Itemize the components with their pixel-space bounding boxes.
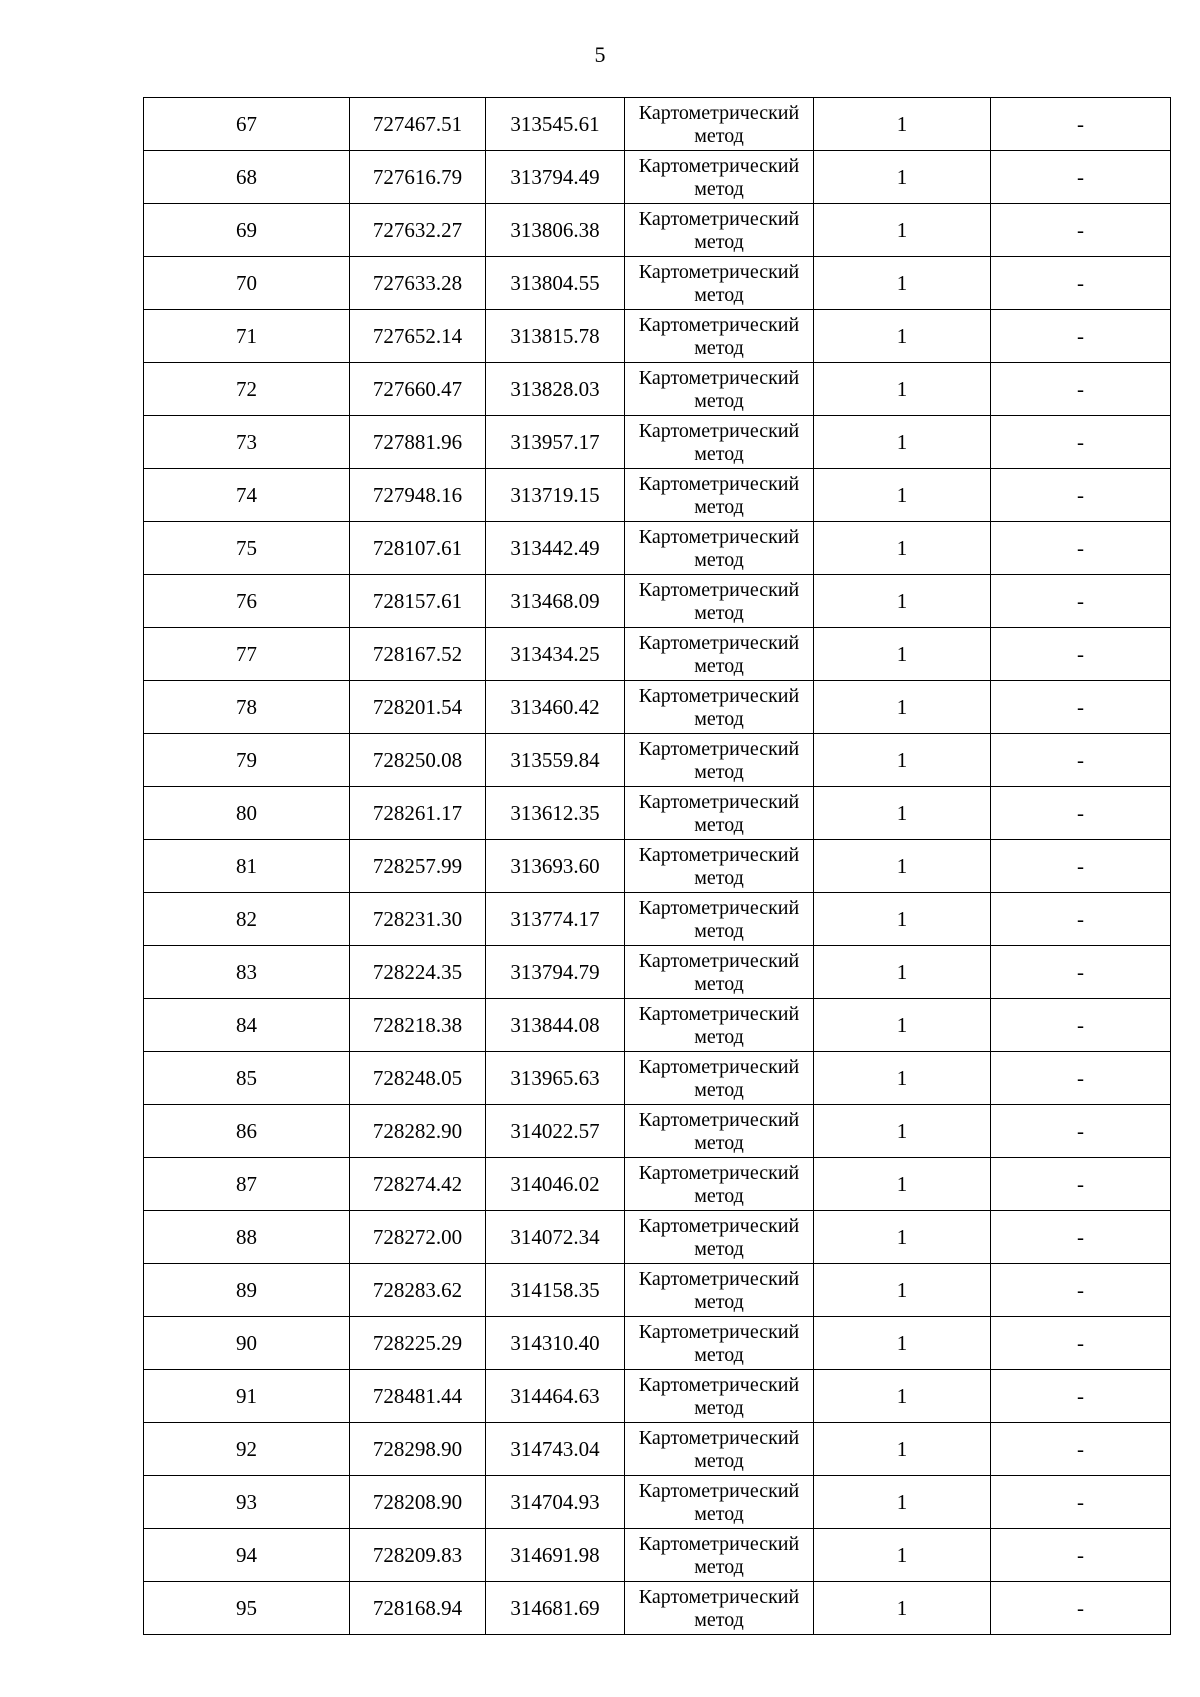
method-line-2: метод (694, 1450, 744, 1472)
method-line-1: Картометрический (638, 1321, 800, 1343)
point-number-cell: 75 (144, 522, 350, 575)
y-coordinate-cell: 313828.03 (486, 363, 625, 416)
method-line-1: Картометрический (638, 155, 800, 177)
method-line-2: метод (694, 761, 744, 783)
method-line-1: Картометрический (638, 1162, 800, 1184)
y-coordinate-cell: 314046.02 (486, 1158, 625, 1211)
method-cell (625, 734, 814, 787)
accuracy-cell: 1 (814, 575, 991, 628)
x-coordinate-cell: 728107.61 (350, 522, 486, 575)
x-coordinate-cell: 728168.94 (350, 1582, 486, 1635)
point-number-cell: 72 (144, 363, 350, 416)
x-coordinate-cell: 728274.42 (350, 1158, 486, 1211)
y-coordinate-cell: 313794.79 (486, 946, 625, 999)
y-coordinate-cell: 313460.42 (486, 681, 625, 734)
x-coordinate-cell: 728257.99 (350, 840, 486, 893)
x-coordinate-cell: 727948.16 (350, 469, 486, 522)
method-cell (625, 257, 814, 310)
table-row (144, 1158, 1171, 1211)
method-line-1: Картометрический (638, 1480, 800, 1502)
description-cell: - (991, 1529, 1171, 1582)
method-cell (625, 363, 814, 416)
table-row (144, 1211, 1171, 1264)
point-number-cell: 76 (144, 575, 350, 628)
method-line-2: метод (694, 1291, 744, 1313)
method-line-2: метод (694, 496, 744, 518)
accuracy-cell: 1 (814, 1105, 991, 1158)
description-cell: - (991, 946, 1171, 999)
point-number-cell: 84 (144, 999, 350, 1052)
table-row (144, 1052, 1171, 1105)
accuracy-cell: 1 (814, 204, 991, 257)
method-cell (625, 1317, 814, 1370)
method-line-2: метод (694, 1503, 744, 1525)
table-row (144, 999, 1171, 1052)
y-coordinate-cell: 313434.25 (486, 628, 625, 681)
method-line-2: метод (694, 1132, 744, 1154)
method-line-2: метод (694, 1609, 744, 1631)
description-cell: - (991, 257, 1171, 310)
x-coordinate-cell: 727632.27 (350, 204, 486, 257)
method-line-2: метод (694, 1556, 744, 1578)
x-coordinate-cell: 728283.62 (350, 1264, 486, 1317)
point-number-cell: 95 (144, 1582, 350, 1635)
method-cell (625, 628, 814, 681)
method-line-1: Картометрический (638, 791, 800, 813)
table-row (144, 575, 1171, 628)
table-row (144, 1105, 1171, 1158)
table-row (144, 1529, 1171, 1582)
method-line-2: метод (694, 178, 744, 200)
y-coordinate-cell: 314158.35 (486, 1264, 625, 1317)
point-number-cell: 78 (144, 681, 350, 734)
method-line-2: метод (694, 973, 744, 995)
description-cell: - (991, 1582, 1171, 1635)
description-cell: - (991, 522, 1171, 575)
accuracy-cell: 1 (814, 1582, 991, 1635)
method-line-2: метод (694, 284, 744, 306)
description-cell: - (991, 1211, 1171, 1264)
method-cell (625, 1476, 814, 1529)
point-number-cell: 80 (144, 787, 350, 840)
method-line-2: метод (694, 337, 744, 359)
table-row (144, 681, 1171, 734)
accuracy-cell: 1 (814, 1423, 991, 1476)
method-line-2: метод (694, 1026, 744, 1048)
method-line-1: Картометрический (638, 208, 800, 230)
accuracy-cell: 1 (814, 1264, 991, 1317)
table-row (144, 628, 1171, 681)
x-coordinate-cell: 728250.08 (350, 734, 486, 787)
y-coordinate-cell: 313693.60 (486, 840, 625, 893)
x-coordinate-cell: 728298.90 (350, 1423, 486, 1476)
point-number-cell: 77 (144, 628, 350, 681)
description-cell: - (991, 734, 1171, 787)
x-coordinate-cell: 728225.29 (350, 1317, 486, 1370)
x-coordinate-cell: 728208.90 (350, 1476, 486, 1529)
method-line-1: Картометрический (638, 367, 800, 389)
point-number-cell: 79 (144, 734, 350, 787)
accuracy-cell: 1 (814, 946, 991, 999)
method-line-2: метод (694, 655, 744, 677)
table-row (144, 1582, 1171, 1635)
method-cell (625, 1105, 814, 1158)
y-coordinate-cell: 313806.38 (486, 204, 625, 257)
method-cell (625, 1370, 814, 1423)
method-line-1: Картометрический (638, 1374, 800, 1396)
accuracy-cell: 1 (814, 628, 991, 681)
method-cell (625, 1529, 814, 1582)
x-coordinate-cell: 728218.38 (350, 999, 486, 1052)
table-row (144, 522, 1171, 575)
page-number: 5 (594, 42, 606, 67)
point-number-cell: 82 (144, 893, 350, 946)
method-line-2: метод (694, 708, 744, 730)
table-row (144, 1317, 1171, 1370)
y-coordinate-cell: 314704.93 (486, 1476, 625, 1529)
accuracy-cell: 1 (814, 681, 991, 734)
method-cell (625, 1052, 814, 1105)
accuracy-cell: 1 (814, 310, 991, 363)
description-cell: - (991, 363, 1171, 416)
y-coordinate-cell: 313844.08 (486, 999, 625, 1052)
x-coordinate-cell: 728167.52 (350, 628, 486, 681)
y-coordinate-cell: 313468.09 (486, 575, 625, 628)
point-number-cell: 69 (144, 204, 350, 257)
coordinates-table (143, 97, 1171, 1635)
y-coordinate-cell: 313965.63 (486, 1052, 625, 1105)
method-line-2: метод (694, 602, 744, 624)
description-cell: - (991, 204, 1171, 257)
method-line-1: Картометрический (638, 897, 800, 919)
method-cell (625, 681, 814, 734)
method-line-2: метод (694, 920, 744, 942)
y-coordinate-cell: 313559.84 (486, 734, 625, 787)
table-row (144, 363, 1171, 416)
description-cell: - (991, 1423, 1171, 1476)
accuracy-cell: 1 (814, 1370, 991, 1423)
description-cell: - (991, 575, 1171, 628)
method-line-2: метод (694, 1079, 744, 1101)
coordinates-table-body (144, 98, 1171, 1635)
method-line-1: Картометрический (638, 473, 800, 495)
table-row (144, 946, 1171, 999)
accuracy-cell: 1 (814, 1476, 991, 1529)
description-cell: - (991, 310, 1171, 363)
y-coordinate-cell: 313719.15 (486, 469, 625, 522)
accuracy-cell: 1 (814, 469, 991, 522)
method-line-2: метод (694, 549, 744, 571)
x-coordinate-cell: 728231.30 (350, 893, 486, 946)
method-cell (625, 1211, 814, 1264)
description-cell: - (991, 151, 1171, 204)
accuracy-cell: 1 (814, 1211, 991, 1264)
description-cell: - (991, 628, 1171, 681)
point-number-cell: 67 (144, 98, 350, 151)
y-coordinate-cell: 314310.40 (486, 1317, 625, 1370)
method-line-2: метод (694, 1238, 744, 1260)
method-line-1: Картометрический (638, 1003, 800, 1025)
point-number-cell: 68 (144, 151, 350, 204)
method-line-1: Картометрический (638, 526, 800, 548)
point-number-cell: 74 (144, 469, 350, 522)
y-coordinate-cell: 313612.35 (486, 787, 625, 840)
method-cell (625, 204, 814, 257)
method-cell (625, 893, 814, 946)
method-cell (625, 522, 814, 575)
accuracy-cell: 1 (814, 522, 991, 575)
x-coordinate-cell: 728157.61 (350, 575, 486, 628)
x-coordinate-cell: 727467.51 (350, 98, 486, 151)
method-cell (625, 1423, 814, 1476)
description-cell: - (991, 1052, 1171, 1105)
method-line-2: метод (694, 1397, 744, 1419)
x-coordinate-cell: 727652.14 (350, 310, 486, 363)
table-row (144, 840, 1171, 893)
table-row (144, 416, 1171, 469)
method-line-1: Картометрический (638, 1109, 800, 1131)
y-coordinate-cell: 313774.17 (486, 893, 625, 946)
y-coordinate-cell: 314691.98 (486, 1529, 625, 1582)
point-number-cell: 70 (144, 257, 350, 310)
point-number-cell: 88 (144, 1211, 350, 1264)
table-row (144, 151, 1171, 204)
y-coordinate-cell: 314464.63 (486, 1370, 625, 1423)
table-row (144, 98, 1171, 151)
method-line-2: метод (694, 443, 744, 465)
x-coordinate-cell: 728481.44 (350, 1370, 486, 1423)
accuracy-cell: 1 (814, 416, 991, 469)
accuracy-cell: 1 (814, 787, 991, 840)
method-line-1: Картометрический (638, 738, 800, 760)
method-line-2: метод (694, 1344, 744, 1366)
description-cell: - (991, 1264, 1171, 1317)
method-cell (625, 151, 814, 204)
method-line-1: Картометрический (638, 1056, 800, 1078)
description-cell: - (991, 98, 1171, 151)
method-line-1: Картометрический (638, 1215, 800, 1237)
point-number-cell: 73 (144, 416, 350, 469)
table-row (144, 734, 1171, 787)
table-row (144, 1264, 1171, 1317)
method-line-2: метод (694, 814, 744, 836)
x-coordinate-cell: 727660.47 (350, 363, 486, 416)
point-number-cell: 91 (144, 1370, 350, 1423)
description-cell: - (991, 999, 1171, 1052)
x-coordinate-cell: 728209.83 (350, 1529, 486, 1582)
method-line-2: метод (694, 1185, 744, 1207)
method-cell (625, 1582, 814, 1635)
method-line-1: Картометрический (638, 314, 800, 336)
method-cell (625, 787, 814, 840)
table-row (144, 469, 1171, 522)
accuracy-cell: 1 (814, 98, 991, 151)
table-row (144, 1423, 1171, 1476)
x-coordinate-cell: 728261.17 (350, 787, 486, 840)
point-number-cell: 83 (144, 946, 350, 999)
method-line-1: Картометрический (638, 1427, 800, 1449)
method-line-1: Картометрический (638, 632, 800, 654)
method-cell (625, 575, 814, 628)
point-number-cell: 93 (144, 1476, 350, 1529)
accuracy-cell: 1 (814, 893, 991, 946)
x-coordinate-cell: 728248.05 (350, 1052, 486, 1105)
method-cell (625, 1158, 814, 1211)
y-coordinate-cell: 314681.69 (486, 1582, 625, 1635)
description-cell: - (991, 787, 1171, 840)
x-coordinate-cell: 727633.28 (350, 257, 486, 310)
y-coordinate-cell: 313442.49 (486, 522, 625, 575)
accuracy-cell: 1 (814, 151, 991, 204)
table-row (144, 1476, 1171, 1529)
method-line-1: Картометрический (638, 1268, 800, 1290)
method-cell (625, 1264, 814, 1317)
description-cell: - (991, 1476, 1171, 1529)
table-row (144, 893, 1171, 946)
method-line-2: метод (694, 231, 744, 253)
method-cell (625, 98, 814, 151)
description-cell: - (991, 1105, 1171, 1158)
description-cell: - (991, 1158, 1171, 1211)
y-coordinate-cell: 313545.61 (486, 98, 625, 151)
accuracy-cell: 1 (814, 1529, 991, 1582)
point-number-cell: 90 (144, 1317, 350, 1370)
method-line-1: Картометрический (638, 685, 800, 707)
table-row (144, 310, 1171, 363)
method-line-1: Картометрический (638, 261, 800, 283)
method-line-1: Картометрический (638, 579, 800, 601)
y-coordinate-cell: 313815.78 (486, 310, 625, 363)
description-cell: - (991, 469, 1171, 522)
method-cell (625, 310, 814, 363)
y-coordinate-cell: 313957.17 (486, 416, 625, 469)
method-cell (625, 946, 814, 999)
y-coordinate-cell: 313794.49 (486, 151, 625, 204)
accuracy-cell: 1 (814, 363, 991, 416)
y-coordinate-cell: 313804.55 (486, 257, 625, 310)
accuracy-cell: 1 (814, 257, 991, 310)
y-coordinate-cell: 314072.34 (486, 1211, 625, 1264)
x-coordinate-cell: 728272.00 (350, 1211, 486, 1264)
description-cell: - (991, 840, 1171, 893)
description-cell: - (991, 893, 1171, 946)
x-coordinate-cell: 727616.79 (350, 151, 486, 204)
accuracy-cell: 1 (814, 999, 991, 1052)
x-coordinate-cell: 728201.54 (350, 681, 486, 734)
point-number-cell: 71 (144, 310, 350, 363)
method-cell (625, 840, 814, 893)
point-number-cell: 92 (144, 1423, 350, 1476)
point-number-cell: 85 (144, 1052, 350, 1105)
y-coordinate-cell: 314022.57 (486, 1105, 625, 1158)
accuracy-cell: 1 (814, 734, 991, 787)
method-line-1: Картометрический (638, 844, 800, 866)
point-number-cell: 87 (144, 1158, 350, 1211)
description-cell: - (991, 416, 1171, 469)
point-number-cell: 94 (144, 1529, 350, 1582)
point-number-cell: 86 (144, 1105, 350, 1158)
method-line-2: метод (694, 867, 744, 889)
accuracy-cell: 1 (814, 1158, 991, 1211)
table-row (144, 1370, 1171, 1423)
method-line-1: Картометрический (638, 1533, 800, 1555)
accuracy-cell: 1 (814, 840, 991, 893)
method-line-2: метод (694, 390, 744, 412)
method-line-1: Картометрический (638, 420, 800, 442)
point-number-cell: 89 (144, 1264, 350, 1317)
x-coordinate-cell: 728282.90 (350, 1105, 486, 1158)
table-row (144, 204, 1171, 257)
accuracy-cell: 1 (814, 1317, 991, 1370)
method-line-2: метод (694, 125, 744, 147)
x-coordinate-cell: 728224.35 (350, 946, 486, 999)
accuracy-cell: 1 (814, 1052, 991, 1105)
table-row (144, 257, 1171, 310)
method-cell (625, 416, 814, 469)
point-number-cell: 81 (144, 840, 350, 893)
method-line-1: Картометрический (638, 1586, 800, 1608)
method-line-1: Картометрический (638, 950, 800, 972)
description-cell: - (991, 681, 1171, 734)
table-row (144, 787, 1171, 840)
method-cell (625, 999, 814, 1052)
y-coordinate-cell: 314743.04 (486, 1423, 625, 1476)
description-cell: - (991, 1317, 1171, 1370)
method-line-1: Картометрический (638, 102, 800, 124)
method-cell (625, 469, 814, 522)
x-coordinate-cell: 727881.96 (350, 416, 486, 469)
description-cell: - (991, 1370, 1171, 1423)
